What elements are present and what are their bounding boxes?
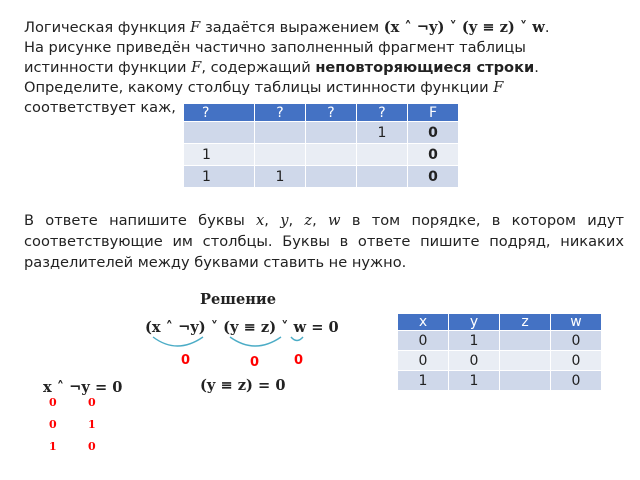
column-header: ? (255, 104, 306, 122)
arc-3 (291, 337, 303, 341)
function-name: F (190, 19, 201, 36)
function-name: F (191, 59, 202, 76)
table-header-row (184, 104, 459, 122)
table-cell (306, 144, 357, 166)
solution-heading: Решение (200, 291, 277, 308)
table-cell: 1 (449, 331, 500, 351)
var-x: x (256, 212, 265, 229)
instructions-text: В ответе напишите буквы (24, 212, 257, 229)
table-cell: 0 (408, 122, 459, 144)
separator: , (288, 212, 305, 229)
arc-2 (230, 337, 281, 346)
task-line3-text2: , содержащий (201, 59, 316, 76)
table-row (398, 351, 602, 371)
table-cell: 0 (408, 166, 459, 188)
answer-instructions (24, 210, 624, 273)
var-z: z (304, 212, 313, 229)
task-line5: соответствует каж, (24, 99, 176, 116)
period: . (534, 59, 539, 76)
column-header: ? (306, 104, 357, 122)
task-line1-text2: задаётся выражением (200, 19, 384, 36)
table-cell: 1 (449, 371, 500, 391)
table-cell: 1 (184, 166, 255, 188)
sub-expression-2: (y ≡ z) = 0 (200, 377, 286, 394)
task-line4-text: Определите, какому столбцу таблицы истинности функции (24, 79, 494, 96)
pair-value: 0 (88, 396, 96, 409)
table-cell: 0 (551, 371, 602, 391)
table-row (398, 371, 602, 391)
table-cell (184, 122, 255, 144)
pair-value: 0 (88, 440, 96, 453)
table-cell (500, 371, 551, 391)
table-cell (357, 166, 408, 188)
zero-mark-1: 0 (181, 353, 191, 368)
table-cell: 0 (408, 144, 459, 166)
zero-mark-2: 0 (250, 355, 260, 370)
table-cell (500, 351, 551, 371)
pair-value: 1 (49, 440, 57, 453)
task-expression: (x ˄ ¬y) ˅ (y ≡ z) ˅ w (383, 19, 545, 36)
table-cell: 1 (184, 144, 255, 166)
table-cell (306, 166, 357, 188)
task-line1-text: Логическая функция (24, 19, 191, 36)
column-header: x (398, 314, 449, 331)
separator: , (264, 212, 281, 229)
task-emphasis: неповторяющиеся строки (315, 59, 535, 76)
arc-1 (153, 337, 203, 346)
table-cell: 1 (255, 166, 306, 188)
table-cell: 0 (551, 351, 602, 371)
table-cell: 0 (449, 351, 500, 371)
column-header: z (500, 314, 551, 331)
table-header-row (398, 314, 602, 331)
table-row (184, 166, 459, 188)
function-name: F (493, 79, 504, 96)
sub-expression-1: x ˄ ¬y = 0 (43, 379, 123, 396)
table-cell (306, 122, 357, 144)
expression-arcs (145, 333, 345, 355)
pair-value: 1 (88, 418, 96, 431)
table-cell (500, 331, 551, 351)
column-header: w (551, 314, 602, 331)
column-header: ? (357, 104, 408, 122)
table-cell: 1 (357, 122, 408, 144)
table-cell (255, 144, 306, 166)
zero-mark-3: 0 (294, 353, 304, 368)
task-line3-text: истинности функции (24, 59, 192, 76)
table-cell: 0 (398, 331, 449, 351)
table-cell (255, 122, 306, 144)
instructions-text2: в том порядке, в котором идут соответствующие им столбцы. Буквы в ответе пишите подряд, никаких разделителей между буквами ставить не нужно. (24, 212, 625, 271)
pair-value: 0 (49, 418, 57, 431)
solution-expression: (x ˄ ¬y) ˅ (y ≡ z) ˅ w = 0 (145, 319, 339, 336)
task-line2: На рисунке приведён частично заполненный фрагмент таблицы (24, 39, 526, 56)
var-w: w (328, 212, 341, 229)
table-row (184, 144, 459, 166)
column-header: F (408, 104, 459, 122)
separator: , (312, 212, 329, 229)
pair-value: 0 (49, 396, 57, 409)
task-truth-table (183, 103, 459, 188)
period: . (544, 19, 550, 36)
var-y: y (280, 212, 289, 229)
table-cell: 0 (398, 351, 449, 371)
table-cell: 0 (551, 331, 602, 351)
table-cell (357, 144, 408, 166)
column-header: y (449, 314, 500, 331)
column-header: ? (184, 104, 255, 122)
solution-truth-table (397, 313, 602, 391)
table-row (398, 331, 602, 351)
table-cell: 1 (398, 371, 449, 391)
table-row (184, 122, 459, 144)
